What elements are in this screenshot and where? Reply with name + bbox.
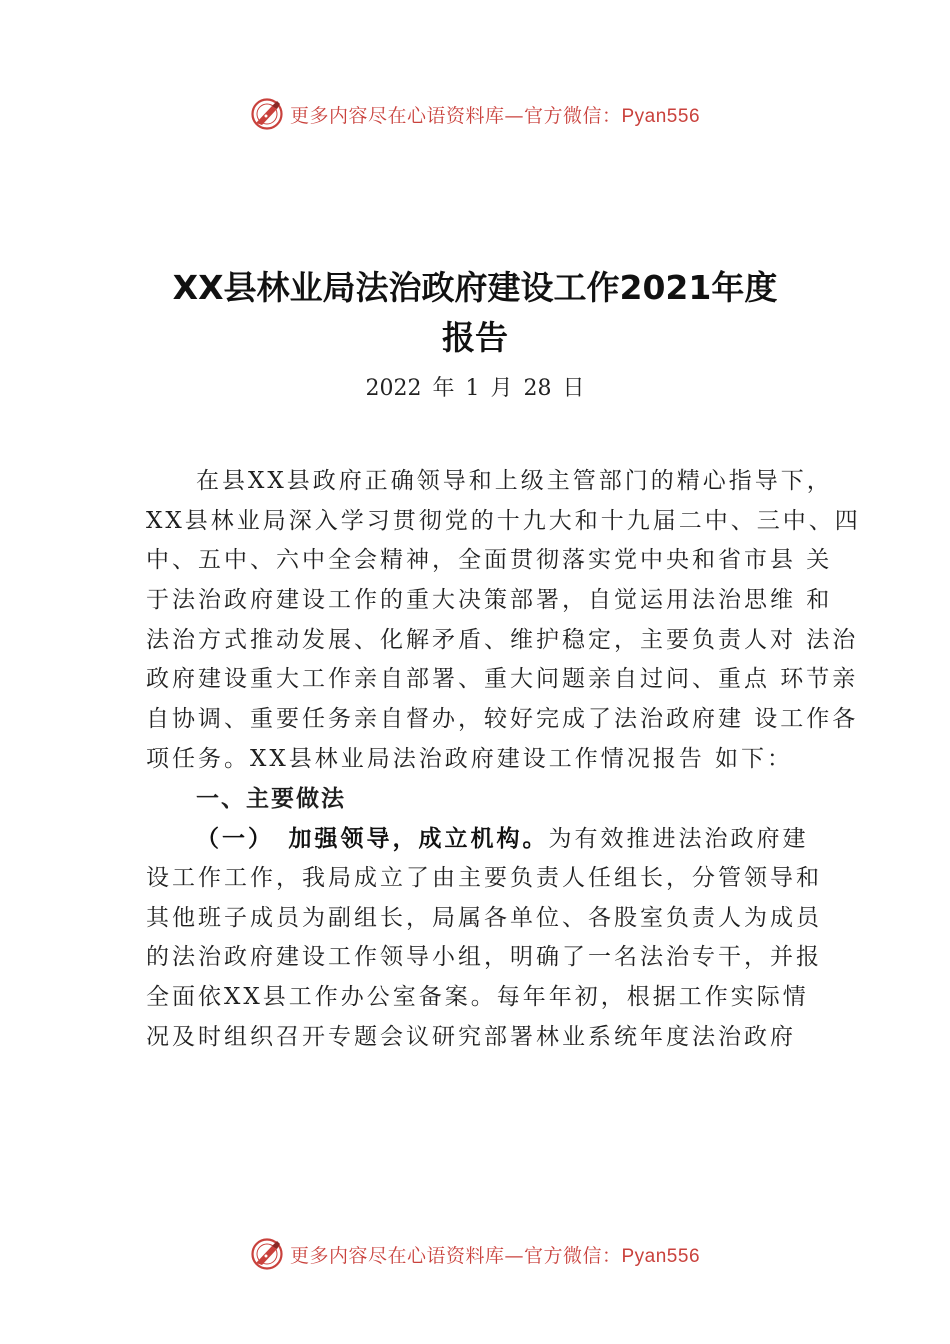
body-line: 法治方式推动发展、化解矛盾、维护稳定，主要负责人对 法治	[146, 626, 859, 653]
body-line: 其他班子成员为副组长，局属各单位、各股室负责人为成员	[146, 904, 822, 931]
document-title-line-2: 报告	[442, 318, 508, 357]
document-title-line-1: XX县林业局法治政府建设工作2021年度	[172, 268, 778, 307]
document-date: 2022 年 1 月 28 日	[365, 376, 585, 401]
body-line: 设工作工作，我局成立了由主要负责人任组长，分管领导和	[146, 864, 822, 891]
watermark-text: 更多内容尽在心语资料库—官方微信：	[289, 1244, 622, 1267]
subsection-lead: （一） 加强领导，成立机构。	[196, 825, 549, 853]
watermark-wechat-id: Pyan556	[621, 105, 701, 127]
body-line	[146, 819, 846, 859]
document-body	[146, 462, 861, 1057]
pen-nib-logo-icon	[250, 1237, 284, 1271]
body-line: 中、五中、六中全会精神，全面贯彻落实党中央和省市县 关	[146, 547, 833, 574]
section-heading: 一、主要做法	[196, 785, 346, 812]
body-line: 的法治政府建设工作领导小组，明确了一名法治专干，并报	[146, 944, 822, 971]
body-line-rest: 为有效推进法治政府建	[548, 826, 809, 853]
watermark-text: 更多内容尽在心语资料库—官方微信：	[289, 104, 622, 127]
body-line: 政府建设重大工作亲自部署、重大问题亲自过问、重点 环节亲	[146, 666, 859, 693]
body-line: 自协调、重要任务亲自督办，较好完成了法治政府建 设工作各	[146, 706, 859, 733]
pen-nib-logo-icon	[250, 97, 284, 131]
body-line: 全面依XX县工作办公室备案。每年年初，根据工作实际情	[146, 983, 809, 1010]
body-line: XX县林业局深入学习贯彻党的十九大和十九届二中、三中、四	[146, 507, 861, 534]
body-line: 于法治政府建设工作的重大决策部署，自觉运用法治思维 和	[146, 587, 833, 614]
watermark-banner-bottom	[0, 1234, 950, 1274]
watermark-wechat-id: Pyan556	[621, 1245, 701, 1267]
body-line: 在县XX县政府正确领导和上级主管部门的精心指导下，	[196, 468, 833, 494]
body-line: 项任务。XX县林业局法治政府建设工作情况报告 如下：	[146, 745, 794, 772]
body-line: 况及时组织召开专题会议研究部署林业系统年度法治政府	[146, 1023, 796, 1050]
watermark-banner-top	[0, 94, 950, 134]
